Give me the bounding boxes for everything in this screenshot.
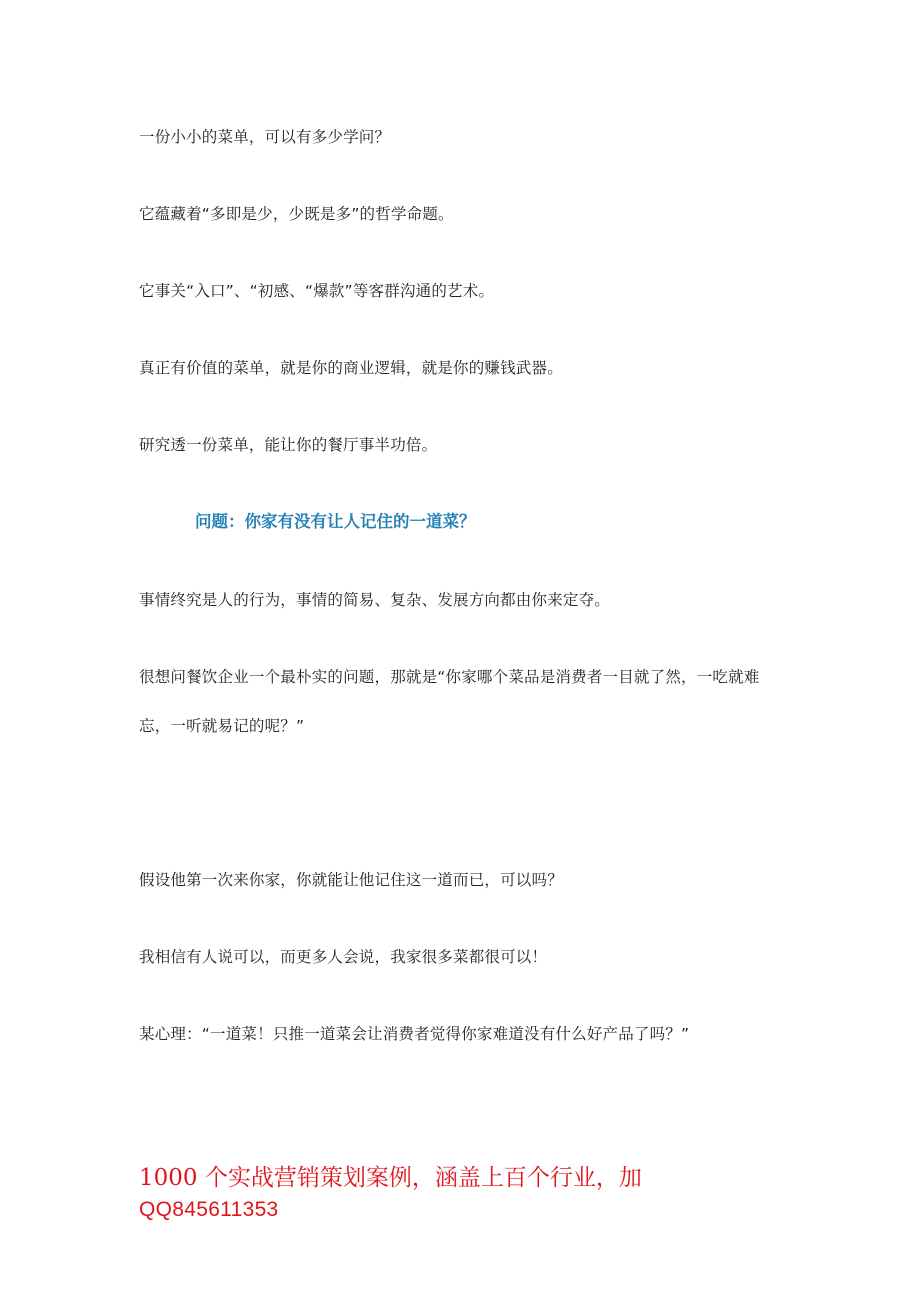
paragraph-many-dishes: 我相信有人说可以，而更多人会说，我家很多菜都很可以！ — [139, 948, 548, 966]
paragraph-intro-question: 一份小小的菜单，可以有多少学问？ — [139, 128, 391, 146]
paragraph-human-behavior: 事情终究是人的行为，事情的简易、复杂、发展方向都由你来定夺。 — [139, 591, 611, 609]
paragraph-question-line2: 忘，一听就易记的呢？” — [139, 717, 305, 735]
section-heading: 问题：你家有没有让人记住的一道菜？ — [195, 512, 476, 531]
paragraph-psychology: 某心理：“一道菜！只推一道菜会让消费者觉得你家难道没有什么好产品了吗？” — [139, 1025, 690, 1043]
paragraph-communication: 它事关“入口”、“初感、“爆款”等客群沟通的艺术。 — [139, 282, 495, 300]
paragraph-business-logic: 真正有价值的菜单，就是你的商业逻辑，就是你的赚钱武器。 — [139, 359, 563, 377]
paragraph-first-visit: 假设他第一次来你家，你就能让他记住这一道而已，可以吗？ — [139, 871, 563, 889]
paragraph-philosophy: 它蕴藏着“多即是少，少既是多”的哲学命题。 — [139, 205, 454, 223]
paragraph-question-line1: 很想问餐饮企业一个最朴实的问题，那就是“你家哪个菜品是消费者一目就了然，一吃就难 — [139, 668, 760, 686]
paragraph-study-menu: 研究透一份菜单，能让你的餐厅事半功倍。 — [139, 436, 438, 454]
promo-text: 1000 个实战营销策划案例，涵盖上百个行业，加 — [139, 1165, 642, 1191]
promo-qq-number: QQ845611353 — [139, 1198, 279, 1221]
